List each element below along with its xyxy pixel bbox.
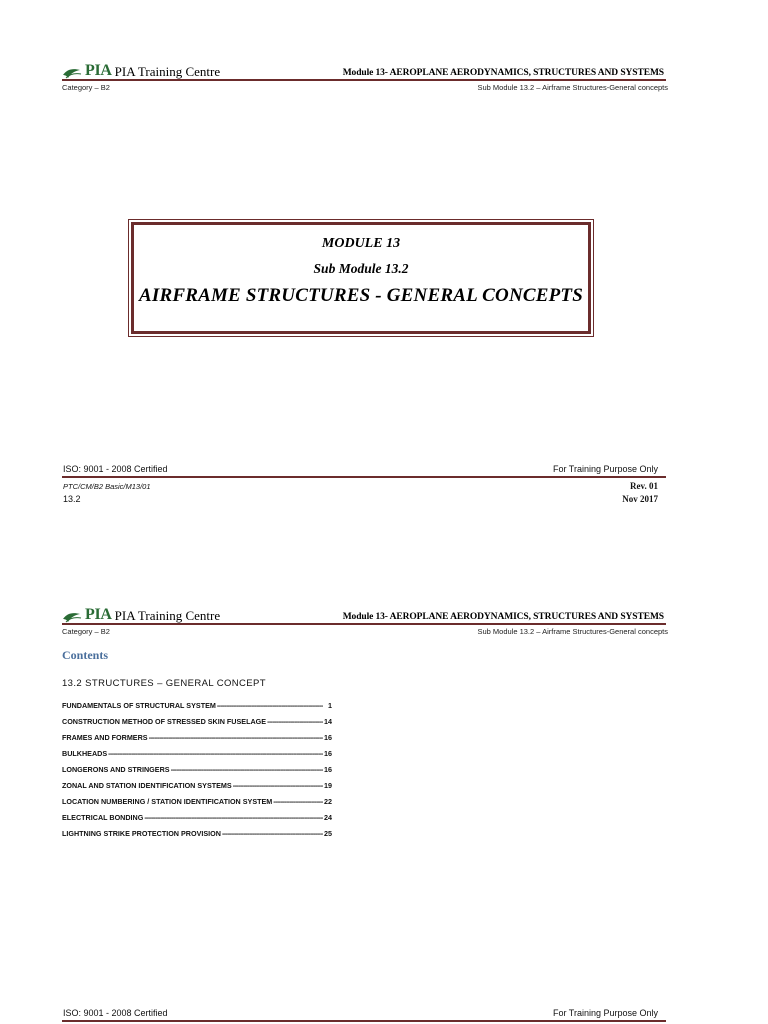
toc-entry[interactable] (62, 733, 332, 749)
iso-certification: ISO: 9001 - 2008 Certified (63, 464, 168, 474)
toc-entry-page: 25 (324, 829, 332, 838)
toc-leader (222, 829, 323, 838)
toc-leader (267, 717, 323, 726)
cover-title-box (131, 222, 591, 334)
category-label: Category – B2 (62, 83, 110, 92)
pia-logo-icon (62, 66, 82, 80)
cover-module: MODULE 13 (321, 236, 401, 251)
toc-entry-label: LIGHTNING STRIKE PROTECTION PROVISION (62, 829, 221, 838)
sub-module-label: Sub Module 13.2 – Airframe Structures-General concepts (477, 83, 668, 92)
toc-entry-page: 22 (324, 797, 332, 806)
header-divider (62, 623, 666, 625)
iso-certification: ISO: 9001 - 2008 Certified (63, 1008, 168, 1018)
toc-entry-label: ELECTRICAL BONDING (62, 813, 144, 822)
logo-text: PIA (85, 62, 112, 79)
toc-entry-page: 16 (324, 749, 332, 758)
footer-divider (62, 476, 666, 478)
toc-entry[interactable] (62, 797, 332, 813)
toc-entry-page: 16 (324, 765, 332, 774)
cover-sub-module: Sub Module 13.2 (313, 261, 409, 276)
toc-leader (217, 701, 323, 710)
cover-title: AIRFRAME STRUCTURES - GENERAL CONCEPTS (138, 285, 583, 306)
toc-entry-label: LONGERONS AND STRINGERS (62, 765, 170, 774)
toc-entry-label: CONSTRUCTION METHOD OF STRESSED SKIN FUSELAGE (62, 717, 267, 726)
document-reference: PTC/CM/B2 Basic/M13/01 (63, 482, 151, 491)
toc-entry[interactable] (62, 813, 332, 829)
toc-leader (144, 813, 323, 822)
training-purpose: For Training Purpose Only (552, 464, 658, 474)
toc-entry-page: 19 (324, 781, 332, 790)
pia-logo-icon (62, 610, 82, 624)
footer-divider (62, 1020, 666, 1022)
header-logo (62, 62, 220, 80)
section-heading: 13.2 STRUCTURES – GENERAL CONCEPT (62, 678, 266, 689)
toc-entry-label: ZONAL AND STATION IDENTIFICATION SYSTEMS (62, 781, 232, 790)
contents-page (0, 544, 768, 1024)
category-label: Category – B2 (62, 627, 110, 636)
revision: Rev. 01 (630, 481, 658, 491)
toc-entry[interactable] (62, 701, 332, 717)
page-number: 13.2 (63, 494, 81, 504)
toc-leader (171, 765, 323, 774)
toc-entry-label: BULKHEADS (62, 749, 108, 758)
contents-heading: Contents (62, 648, 109, 662)
toc-entry[interactable] (62, 749, 332, 765)
toc-entry[interactable] (62, 717, 332, 733)
toc-entry-label: FUNDAMENTALS OF STRUCTURAL SYSTEM (62, 701, 216, 710)
toc-entry-page: 24 (324, 813, 332, 822)
training-purpose: For Training Purpose Only (552, 1008, 658, 1018)
table-of-contents (62, 701, 332, 845)
toc-leader (108, 749, 323, 758)
logo-text: PIA (85, 606, 112, 623)
toc-entry-page: 1 (328, 701, 332, 710)
header-logo (62, 606, 220, 624)
toc-entry-label: FRAMES AND FORMERS (62, 733, 148, 742)
toc-leader (149, 733, 323, 742)
module-title: Module 13- AEROPLANE AERODYNAMICS, STRUCTURES AND SYSTEMS (342, 612, 664, 622)
centre-name: PIA Training Centre (114, 608, 221, 623)
module-title: Module 13- AEROPLANE AERODYNAMICS, STRUCTURES AND SYSTEMS (342, 68, 664, 78)
centre-name: PIA Training Centre (114, 64, 221, 79)
toc-leader (273, 797, 323, 806)
toc-entry-page: 16 (324, 733, 332, 742)
revision-date: Nov 2017 (622, 494, 658, 504)
toc-entry[interactable] (62, 829, 332, 845)
toc-entry[interactable] (62, 781, 332, 797)
sub-module-label: Sub Module 13.2 – Airframe Structures-General concepts (477, 627, 668, 636)
toc-leader (233, 781, 323, 790)
toc-entry-label: LOCATION NUMBERING / STATION IDENTIFICATION SYSTEM (62, 797, 273, 806)
header-divider (62, 79, 666, 81)
toc-entry-page: 14 (324, 717, 332, 726)
toc-entry[interactable] (62, 765, 332, 781)
